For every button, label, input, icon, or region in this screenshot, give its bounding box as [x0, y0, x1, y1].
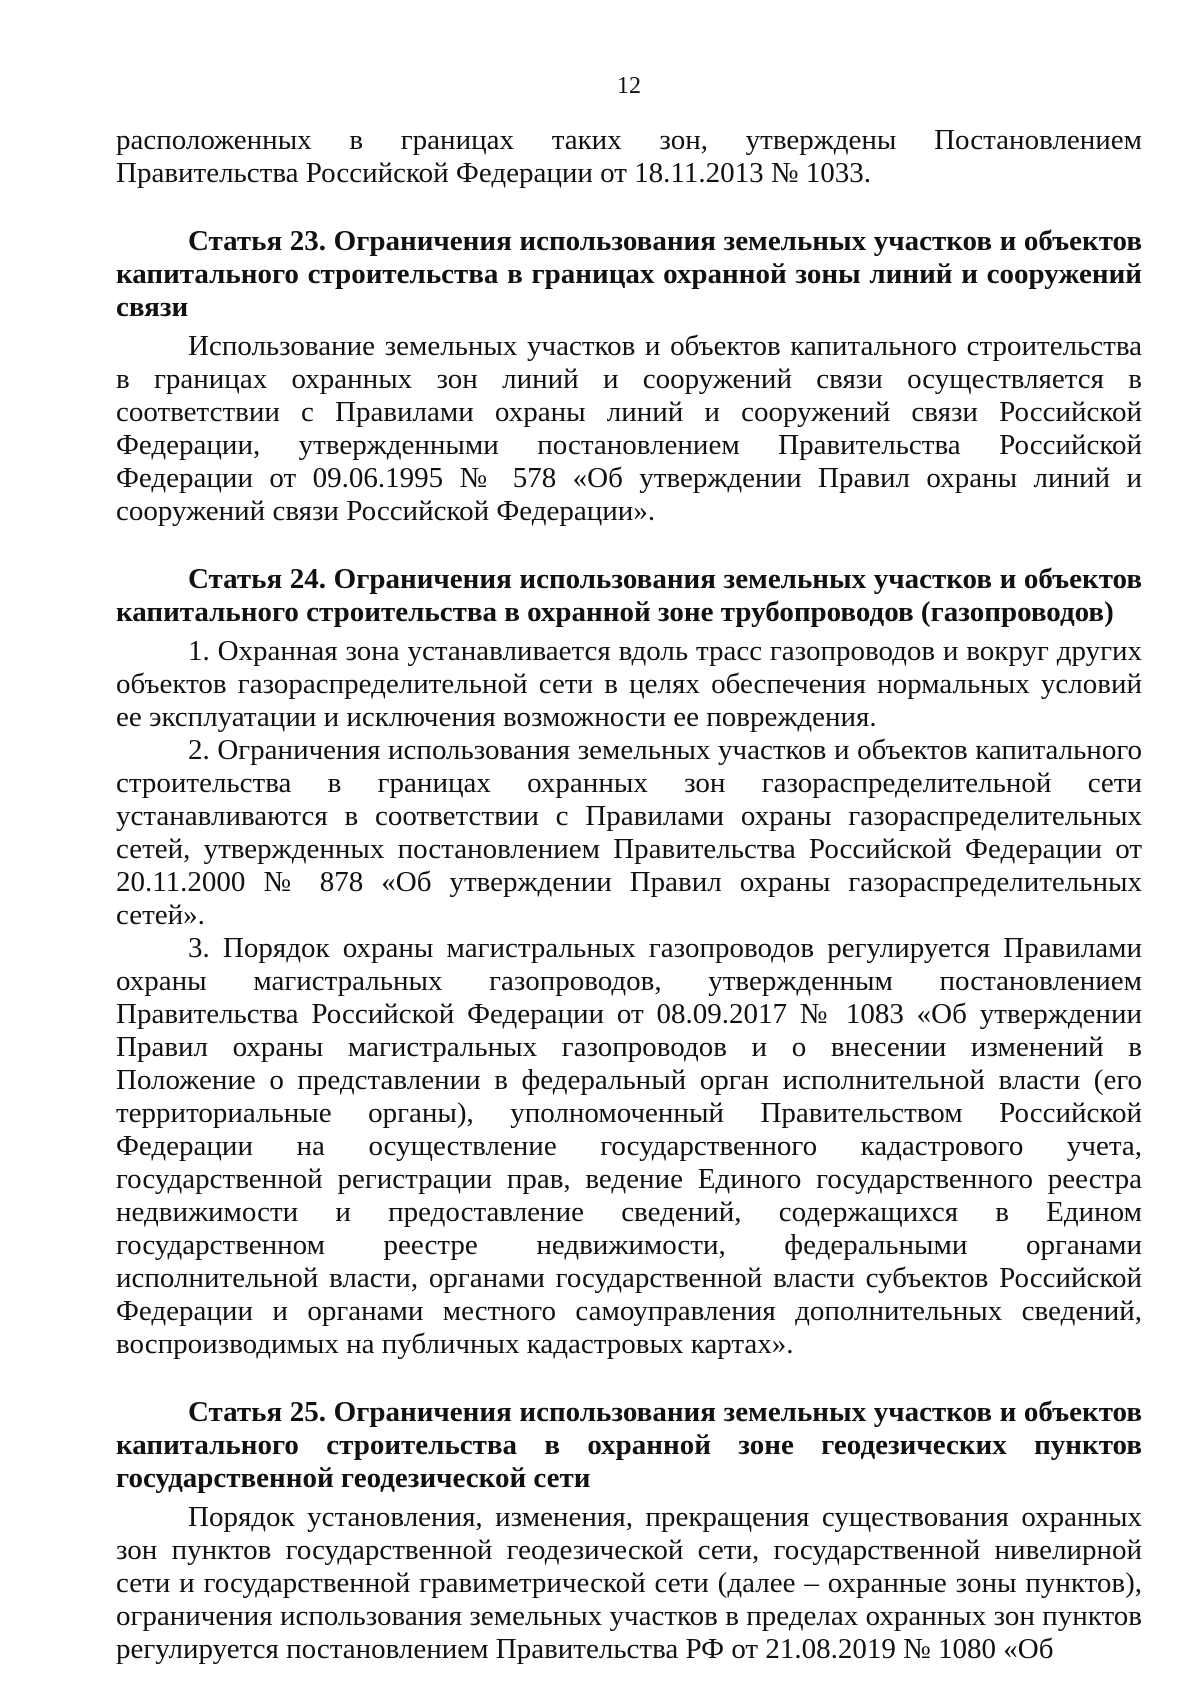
document-page [116, 0, 1142, 1697]
article-23-heading: Статья 23. Ограничения использования земельных участков и объектов капитального строительства в границах охранной зоны линий и сооружений связи [116, 225, 1142, 323]
intro-paragraph: расположенных в границах таких зон, утверждены Постановлением Правительства Российской Федерации от 18.11.2013 № 1033. [116, 124, 1142, 189]
article-23-paragraph: Использование земельных участков и объектов капитального строительства в границах охранных зон линий и сооружений связи осуществляется в соответствии с Правилами охраны линий и сооружений связи Российской Федерации, утвержденными постановлением Правительства Российской Федерации от 09.06.1995 № 578 «Об утверждении Правил охраны линий и сооружений связи Российской Федерации». [116, 330, 1142, 527]
document-body [116, 124, 1142, 1666]
article-25-heading: Статья 25. Ограничения использования земельных участков и объектов капитального строительства в охранной зоне геодезических пунктов государственной геодезической сети [116, 1396, 1142, 1494]
article-24-item-2: 2. Ограничения использования земельных участков и объектов капитального строительства в границах охранных зон газораспределительной сети устанавливаются в соответствии с Правилами охраны газораспределительных сетей, утвержденных постановлением Правительства Российской Федерации от 20.11.2000 № 878 «Об утверждении Правил охраны газораспределительных сетей». [116, 734, 1142, 931]
page-number: 12 [617, 73, 641, 99]
article-24-item-3: 3. Порядок охраны магистральных газопроводов регулируется Правилами охраны магистральных газопроводов, утвержденным постановлением Правительства Российской Федерации от 08.09.2017 № 1083 «Об утверждении Правил охраны магистральных газопроводов и о внесении изменений в Положение о представлении в федеральный орган исполнительной власти (его территориальные органы), уполномоченный Правительством Российской Федерации на осуществление государственного кадастрового учета, государственной регистрации прав, ведение Единого государственного реестра недвижимости и предоставление сведений, содержащихся в Едином государственном реестре недвижимости, федеральными органами исполнительной власти, органами государственной власти субъектов Российской Федерации и органами местного самоуправления дополнительных сведений, воспроизводимых на публичных кадастровых картах». [116, 932, 1142, 1360]
article-25-paragraph: Порядок установления, изменения, прекращения существования охранных зон пунктов государственной геодезической сети, государственной нивелирной сети и государственной гравиметрической сети (далее – охранные зоны пунктов), ограничения использования земельных участков в пределах охранных зон пунктов регулируется постановлением Правительства РФ от 21.08.2019 № 1080 «Об [116, 1501, 1142, 1665]
article-24-item-1: 1. Охранная зона устанавливается вдоль трасс газопроводов и вокруг других объектов газораспределительной сети в целях обеспечения нормальных условий ее эксплуатации и исключения возможности ее повреждения. [116, 635, 1142, 733]
article-24-heading: Статья 24. Ограничения использования земельных участков и объектов капитального строительства в охранной зоне трубопроводов (газопроводов) [116, 563, 1142, 628]
